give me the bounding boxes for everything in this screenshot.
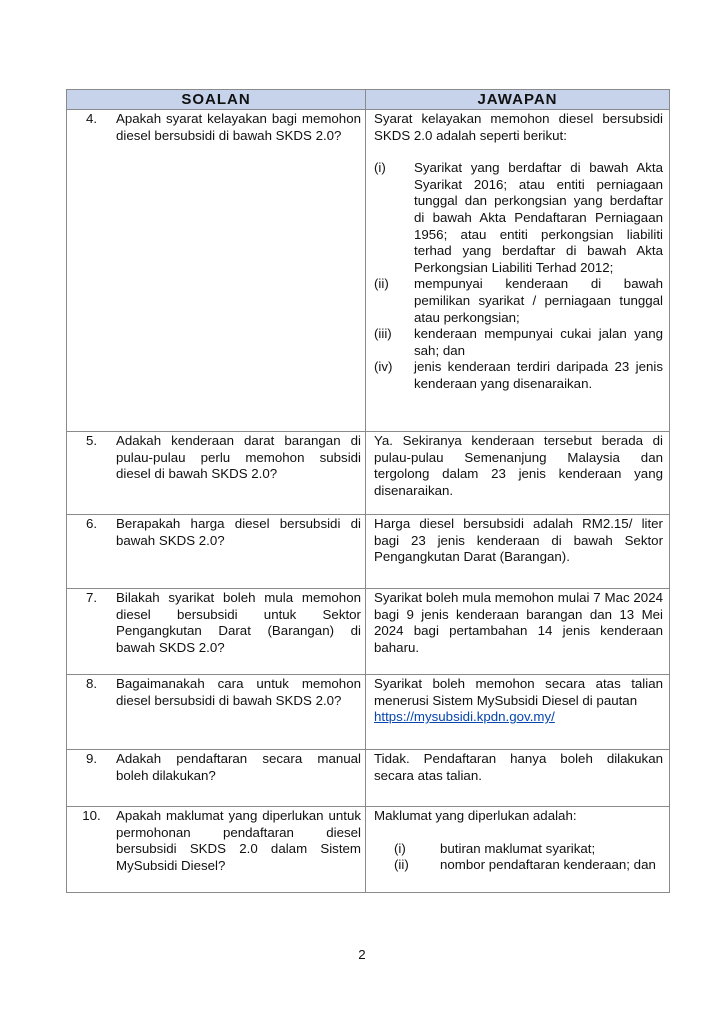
question-number: 9. bbox=[85, 751, 98, 766]
question-number: 7. bbox=[85, 590, 98, 605]
list-text: kenderaan mempunyai cukai jalan yang sah; dan bbox=[414, 326, 663, 358]
answer-text: Syarikat boleh memohon secara atas talian menerusi Sistem MySubsidi Diesel di pautan bbox=[374, 676, 663, 708]
question-cell bbox=[67, 110, 366, 432]
question-text: Apakah maklumat yang diperlukan untuk permohonan pendaftaran diesel bersubsidi SKDS 2.0 dalam Sistem MySubsidi Diesel? bbox=[116, 808, 361, 873]
answer-text: Tidak. Pendaftaran hanya boleh dilakukan secara atas talian. bbox=[374, 751, 663, 783]
question-text: Berapakah harga diesel bersubsidi di bawah SKDS 2.0? bbox=[116, 516, 361, 548]
answer-intro: Syarat kelayakan memohon diesel bersubsidi SKDS 2.0 adalah seperti berikut: bbox=[374, 111, 663, 143]
question-cell bbox=[67, 515, 366, 589]
question-text: Apakah syarat kelayakan bagi memohon diesel bersubsidi di bawah SKDS 2.0? bbox=[116, 111, 361, 143]
mysubsidi-link[interactable]: https://mysubsidi.kpdn.gov.my/ bbox=[374, 709, 555, 725]
table-row bbox=[67, 515, 670, 589]
table-row bbox=[67, 750, 670, 807]
list-item bbox=[394, 841, 663, 858]
list-marker: (ii) bbox=[374, 276, 389, 292]
question-cell bbox=[67, 432, 366, 515]
list-text: butiran maklumat syarikat; bbox=[440, 840, 596, 856]
list-item bbox=[394, 857, 663, 874]
list-item bbox=[374, 326, 663, 359]
answer-cell bbox=[366, 750, 670, 807]
answer-cell bbox=[366, 110, 670, 432]
table-row bbox=[67, 432, 670, 515]
question-text: Bagaimanakah cara untuk memohon diesel bersubsidi di bawah SKDS 2.0? bbox=[116, 676, 361, 708]
question-number: 5. bbox=[85, 433, 98, 448]
faq-table bbox=[66, 89, 670, 893]
question-cell bbox=[67, 807, 366, 893]
answer-list bbox=[374, 160, 663, 392]
answer-cell bbox=[366, 807, 670, 893]
answer-cell bbox=[366, 515, 670, 589]
header-soalan: SOALAN bbox=[67, 90, 366, 110]
answer-list bbox=[374, 841, 663, 874]
table-row bbox=[67, 807, 670, 893]
table-header-row bbox=[67, 90, 670, 110]
question-text: Adakah kenderaan darat barangan di pulau-pulau perlu memohon subsidi diesel di bawah SKDS 2.0? bbox=[116, 433, 361, 482]
question-cell bbox=[67, 675, 366, 750]
list-text: Syarikat yang berdaftar di bawah Akta Syarikat 2016; atau entiti perniagaan tunggal dan perkongsian yang berdaftar di bawah Akta Pendaftaran Perniagaan 1956; atau entiti perkongsian liabiliti terhad yang berdaftar di bawah Akta Perkongsian Liabiliti Terhad 2012; bbox=[414, 160, 663, 275]
list-text: jenis kenderaan terdiri daripada 23 jenis kenderaan yang disenaraikan. bbox=[414, 359, 663, 391]
answer-cell bbox=[366, 675, 670, 750]
question-number: 8. bbox=[85, 676, 98, 691]
list-item bbox=[374, 160, 663, 276]
question-number: 4. bbox=[85, 111, 98, 126]
list-text: nombor pendaftaran kenderaan; dan bbox=[440, 857, 656, 873]
answer-cell bbox=[366, 589, 670, 675]
question-cell bbox=[67, 750, 366, 807]
list-text: mempunyai kenderaan di bawah pemilikan syarikat / perniagaan tunggal atau perkongsian; bbox=[414, 276, 663, 325]
list-marker: (iii) bbox=[374, 326, 392, 342]
answer-text: Syarikat boleh mula memohon mulai 7 Mac 2024 bagi 9 jenis kenderaan barangan dan 13 Mei 2024 bagi pertambahan 14 jenis kenderaan baharu. bbox=[374, 590, 663, 655]
list-item bbox=[374, 276, 663, 326]
question-text: Adakah pendaftaran secara manual boleh dilakukan? bbox=[116, 751, 361, 783]
question-number: 10. bbox=[82, 808, 101, 823]
table-row bbox=[67, 589, 670, 675]
list-marker: (iv) bbox=[374, 359, 393, 375]
answer-cell bbox=[366, 432, 670, 515]
answer-intro: Maklumat yang diperlukan adalah: bbox=[374, 808, 577, 823]
question-cell bbox=[67, 589, 366, 675]
list-marker: (ii) bbox=[394, 857, 409, 873]
header-jawapan: JAWAPAN bbox=[366, 90, 670, 110]
question-text: Bilakah syarikat boleh mula memohon diesel bersubsidi untuk Sektor Pengangkutan Darat (Barangan) di bawah SKDS 2.0? bbox=[116, 590, 361, 655]
list-marker: (i) bbox=[374, 160, 386, 176]
answer-text: Harga diesel bersubsidi adalah RM2.15/ liter bagi 23 jenis kenderaan di bawah Sektor Pengangkutan Darat (Barangan). bbox=[374, 516, 663, 565]
table-row bbox=[67, 675, 670, 750]
question-number: 6. bbox=[85, 516, 98, 531]
list-item bbox=[374, 359, 663, 392]
table-row bbox=[67, 110, 670, 432]
answer-text: Ya. Sekiranya kenderaan tersebut berada di pulau-pulau Semenanjung Malaysia dan tergolong dalam 23 jenis kenderaan yang disenaraikan. bbox=[374, 433, 663, 498]
list-marker: (i) bbox=[394, 840, 406, 856]
page-number: 2 bbox=[358, 947, 366, 962]
